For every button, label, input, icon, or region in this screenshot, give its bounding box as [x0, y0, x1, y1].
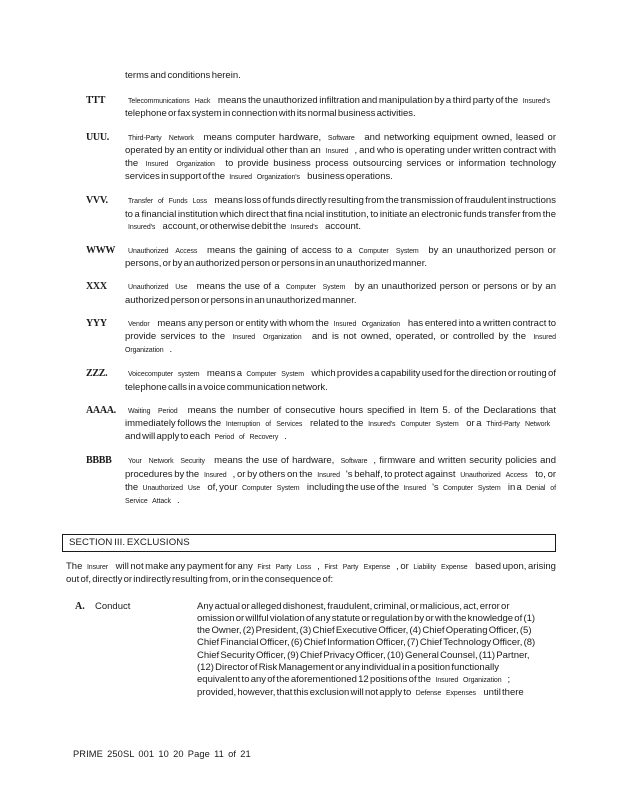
definition-item [62, 318, 556, 358]
defined-term: Computer System [285, 284, 346, 292]
text-run: , or [396, 561, 409, 573]
defined-term: Interruption of Services [225, 421, 303, 429]
defined-term: First Party Expense [324, 564, 391, 572]
text-run: 's [432, 481, 439, 493]
defined-term: Your Network Security [128, 458, 205, 466]
text-run: of, your [207, 481, 238, 493]
defined-term: Transfer of Funds Loss [128, 198, 207, 206]
defined-term: Insured's [522, 98, 550, 106]
text-run: . [284, 431, 287, 443]
defined-term: Unauthorized Access [460, 471, 528, 479]
defined-term: Period of Recovery [214, 434, 279, 442]
defined-term: Insured's Computer System [368, 421, 459, 429]
defined-term: Third-Party Network [486, 421, 551, 429]
definitions-list [62, 95, 556, 508]
text-run: based upon, arising out of, directly or indirectly resulting from, or in the consequence of: [66, 561, 556, 586]
text-run: or a [466, 418, 482, 430]
text-run: by an unauthorized person or persons, or by an authorized person or persons in an unauthorized manner. [125, 245, 556, 270]
defined-term: Insurer [86, 564, 109, 572]
text-run: which provides a capability used for the direction or routing of telephone calls in a voice communication network. [125, 368, 556, 393]
paragraph-continuation: terms and conditions herein. [125, 70, 241, 81]
defined-term: Insured Organization [435, 676, 502, 684]
defined-term: Insured [403, 484, 427, 492]
defined-term: Denial of Service Attack [125, 484, 556, 506]
text-run: has entered into a written contract to provide services to the [125, 317, 556, 343]
definition-label: AAAA. [86, 404, 116, 416]
exclusions-intro-paragraph [66, 561, 556, 586]
exclusion-body [197, 601, 542, 701]
defined-term: Software [327, 134, 355, 142]
text-run: ; provided, however, that this exclusion will not apply to [197, 673, 511, 699]
text-run: until there [483, 687, 524, 699]
defined-term: Defense Expenses [415, 690, 476, 698]
defined-term: Insured Organization [333, 320, 401, 328]
text-run: The [66, 561, 83, 573]
definition-item [62, 368, 556, 393]
definition-label: VVV. [86, 195, 108, 207]
section-heading-box [62, 534, 556, 552]
page-content [62, 70, 556, 700]
defined-term: Unauthorized Access [128, 248, 198, 256]
defined-term: Insured Organization's [229, 174, 300, 182]
text-run: . [176, 495, 180, 507]
definition-label: XXX [86, 281, 107, 293]
definition-item [62, 245, 556, 270]
text-run: telephone or fax system in connection with its normal business activities. [125, 108, 416, 120]
text-run: , firmware and written security policies and procedures by the [125, 455, 556, 480]
definition-label: YYY [86, 317, 107, 329]
defined-term: Insured [203, 471, 227, 479]
text-run: will not make any payment for any [115, 561, 253, 573]
text-run: Any actual or alleged dishonest, fraudulent, criminal, or malicious, act, error or omission or willful violation of any statute or regulation by or with the knowledge of (1) the Owner, (2) President, (3) Chief Executive Officer, (4) Chief Operating Officer, (5) Chief Financial Officer, (6) Chief Information Officer, (7) Chief Technology Officer, (8) Chief Security Officer, (9) Chief Privacy Officer, (10) General Counsel, (11) Partner, (12) Director of Risk Management or any individual in a position functionally equivalent to any of the aforementioned 12 positions of the [197, 600, 536, 685]
defined-term: Computer System [241, 484, 300, 492]
text-run: means a [206, 368, 242, 380]
text-run: by an unauthorized person or persons or by an authorized person or persons in an unauthorized manner. [125, 281, 556, 306]
defined-term: Computer System [358, 248, 419, 256]
text-run: 's behalf, to protect against [345, 468, 456, 480]
defined-term: Waiting Period [128, 407, 178, 415]
defined-term: First Party Loss [257, 564, 312, 572]
text-run: to, or the [125, 468, 557, 493]
text-run: means loss of funds directly resulting from the transmission of fraudulent instructions to a financial institution which direct that fina ncial institution, to initiate an electronic funds transfer from the [125, 195, 556, 220]
defined-term: Third-Party Network [128, 134, 194, 142]
section-heading: SECTION III. EXCLUSIONS [69, 537, 190, 549]
definition-item [62, 405, 556, 445]
text-run: in a [507, 481, 522, 493]
text-run: account, or otherwise debit the [162, 220, 287, 232]
exclusion-letter: A. [75, 600, 85, 612]
text-run: including the use of the [306, 481, 400, 493]
defined-term: Insured's [290, 223, 318, 231]
text-run: business operations. [307, 171, 393, 183]
definition-item [62, 195, 556, 234]
definition-item [62, 455, 556, 508]
defined-term: Insured Organization [125, 334, 556, 355]
defined-term: Vendor [128, 320, 150, 328]
text-run: means the use of a [196, 281, 280, 293]
text-run: means the gaining of access to a [206, 245, 353, 257]
text-run: and will apply to each [125, 431, 211, 443]
defined-term: Unauthorized Use [142, 484, 201, 492]
defined-term: Insured Organization [232, 334, 302, 342]
text-run: to provide business process outsourcing services or information technology services in support of the [125, 158, 557, 183]
definition-item [62, 281, 556, 306]
exclusion-item-a [62, 601, 556, 701]
definition-item [62, 132, 556, 185]
text-run: related to the [309, 418, 364, 430]
text-run: means computer hardware, [203, 131, 322, 143]
defined-term: Insured [317, 471, 340, 479]
definition-label: WWW [86, 245, 116, 257]
defined-term: Telecommunications Hack [128, 98, 211, 106]
definition-label: ZZZ. [86, 368, 108, 380]
text-run: , and who is operating under written contract with the [125, 144, 556, 170]
definition-item [62, 95, 556, 120]
defined-term: Computer System [442, 484, 501, 492]
page-footer: PRIME 250SL 001 10 20 Page 11 of 21 [73, 749, 251, 759]
definition-label: BBBB [86, 455, 112, 467]
text-run: means the use of hardware, [214, 455, 335, 467]
text-run: , or by others on the [232, 468, 313, 480]
text-run: , [317, 561, 320, 573]
text-run: means the unauthorized infiltration and manipulation by a third party of the [217, 95, 519, 107]
defined-term: Liability Expense [413, 564, 468, 572]
exclusion-title: Conduct [95, 600, 131, 612]
defined-term: Unauthorized Use [128, 284, 188, 292]
text-run: and is not owned, operated, or controlled by the [311, 331, 526, 343]
text-run: means any person or entity with whom the [157, 317, 329, 329]
text-run: means the number of consecutive hours specified in Item 5. of the Declarations that immediately follows the [125, 404, 556, 430]
text-run: . [169, 344, 173, 356]
text-run: and networking equipment owned, leased or operated by an entity or individual other than an [125, 131, 556, 156]
defined-term: Insured Organization [145, 161, 215, 169]
defined-term: Software [340, 458, 368, 466]
defined-term: Insured [325, 147, 349, 155]
definition-label: TTT [86, 95, 106, 107]
definition-label: UUU. [86, 131, 109, 143]
defined-term: Insured's [128, 223, 156, 231]
text-run: account. [325, 220, 362, 232]
defined-term: Voicecomputer system [128, 371, 200, 379]
defined-term: Computer System [246, 371, 304, 379]
